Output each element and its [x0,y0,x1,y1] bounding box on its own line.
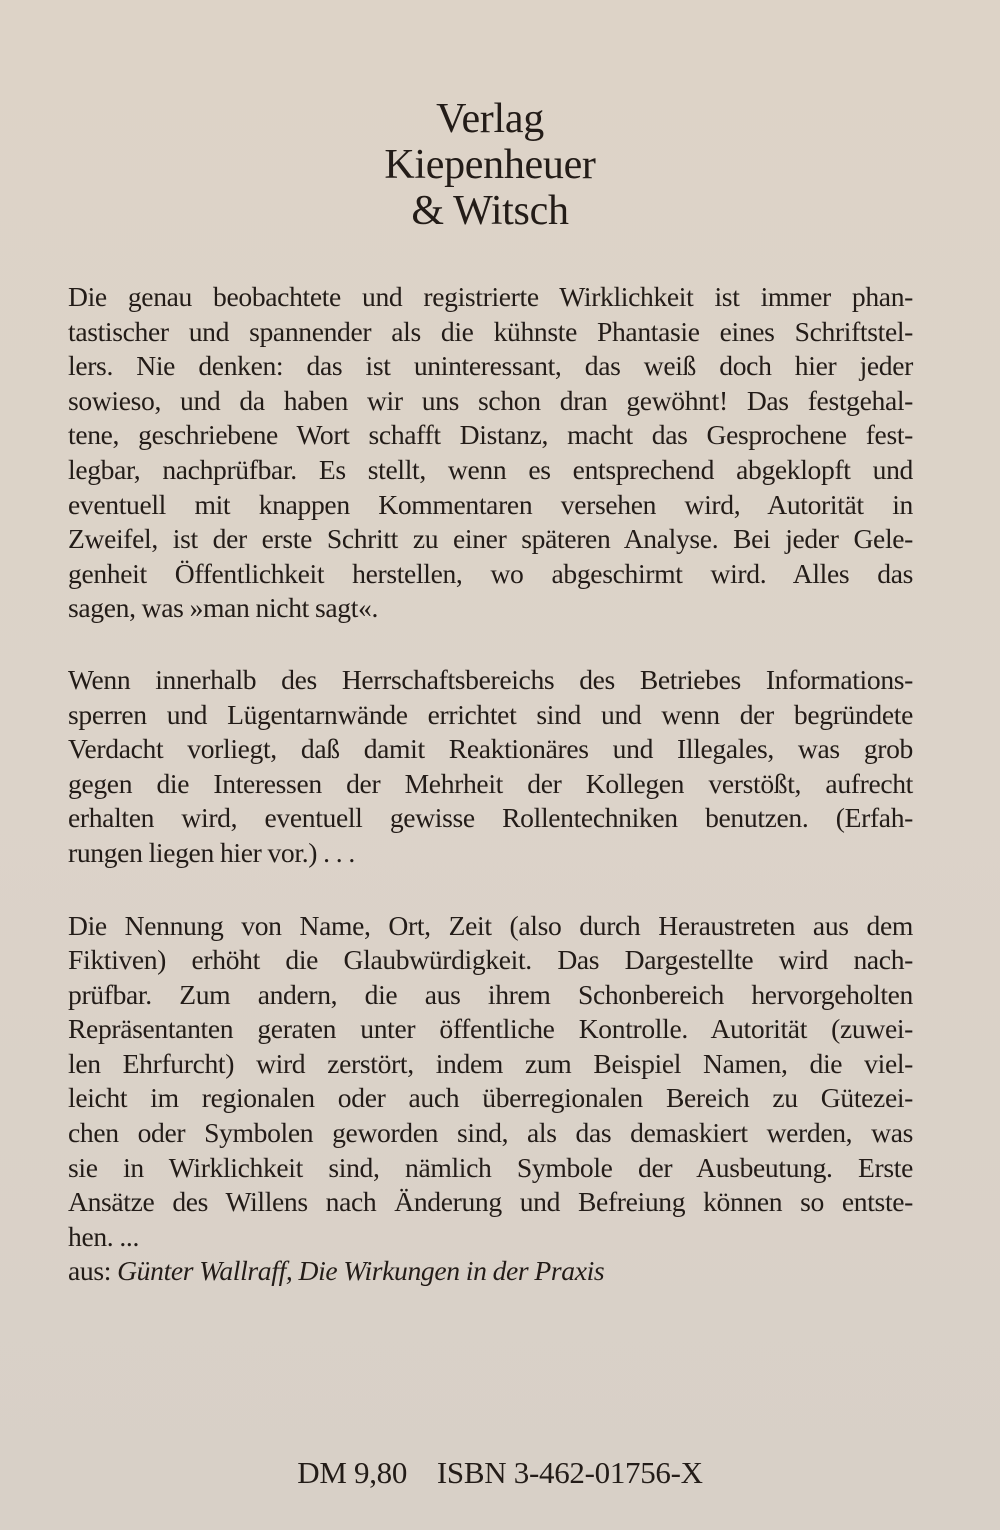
text-line: sagen, was »man nicht sagt«. [68,592,379,624]
text-line: lers. Nie denken: das ist uninteressant, das weiß doch hier jeder [68,350,913,382]
text-line: Die Nennung von Name, Ort, Zeit (also durch Heraustreten aus dem [68,909,913,941]
source-citation [68,1254,913,1289]
isbn: ISBN 3-462-01756-X [436,1455,703,1490]
text-line: Repräsentanten geraten unter öffentliche Kontrolle. Autorität (zuwei- [68,1013,913,1045]
text-line: tastischer und spannender als die kühnste Phantasie eines Schriftstel- [68,315,913,347]
price: DM 9,80 [297,1455,408,1490]
text-line: Ansätze des Willens nach Änderung und Befreiung können so entste- [68,1186,913,1218]
text-line: sperren und Lügentarnwände errichtet sind und wenn der begründete [68,698,913,730]
blurb-text [68,280,913,1289]
paragraph-3 [68,909,913,1255]
text-line: gegen die Interessen der Mehrheit der Kollegen verstößt, aufrecht [68,767,913,799]
text-line: genheit Öffentlichkeit herstellen, wo abgeschirmt wird. Alles das [68,557,913,589]
source-author: Günter Wallraff, [117,1255,293,1287]
text-line: Wenn innerhalb des Herrschaftsbereichs des Betriebes Informations- [68,663,913,695]
price-isbn-line [0,1455,1000,1491]
source-work: Die Wirkungen in der Praxis [292,1255,605,1287]
text-line: Zweifel, ist der erste Schritt zu einer späteren Analyse. Bei jeder Gele- [68,523,913,555]
text-line: leicht im regionalen oder auch überregionalen Bereich zu Gütezei- [68,1082,913,1114]
publisher-line: Kiepenheuer [384,142,596,188]
paragraph-2 [68,663,913,871]
text-line: sowieso, und da haben wir uns schon dran gewöhnt! Das festgehal- [68,384,913,416]
text-line: chen oder Symbolen geworden sind, als das demaskiert werden, was [68,1117,913,1149]
text-line: len Ehrfurcht) wird zerstört, indem zum Beispiel Namen, die viel- [68,1047,913,1079]
text-line: sie in Wirklichkeit sind, nämlich Symbole der Ausbeutung. Erste [68,1151,913,1183]
text-line: Verdacht vorliegt, daß damit Reaktionäres und Illegales, was grob [68,733,913,765]
text-line: hen. ... [68,1220,140,1252]
text-line: Fiktiven) erhöht die Glaubwürdigkeit. Das Dargestellte wird nach- [68,944,913,976]
text-line: prüfbar. Zum andern, die aus ihrem Schonbereich hervorgeholten [68,978,913,1010]
text-line: tene, geschriebene Wort schafft Distanz, macht das Gesprochene fest- [68,419,913,451]
publisher-line: & Witsch [411,188,569,234]
text-line: legbar, nachprüfbar. Es stellt, wenn es entsprechend abgeklopft und [68,453,913,485]
paragraph-1 [68,280,913,626]
text-line: erhalten wird, eventuell gewisse Rollentechniken benutzen. (Erfah- [68,802,913,834]
publisher-name [0,96,980,234]
text-line: rungen liegen hier vor.) . . . [68,836,355,868]
text-line: eventuell mit knappen Kommentaren versehen wird, Autorität in [68,488,913,520]
text-line: Die genau beobachtete und registrierte Wirklichkeit ist immer phan- [68,281,913,312]
publisher-line: Verlag [436,96,544,142]
source-prefix: aus: [68,1255,118,1287]
